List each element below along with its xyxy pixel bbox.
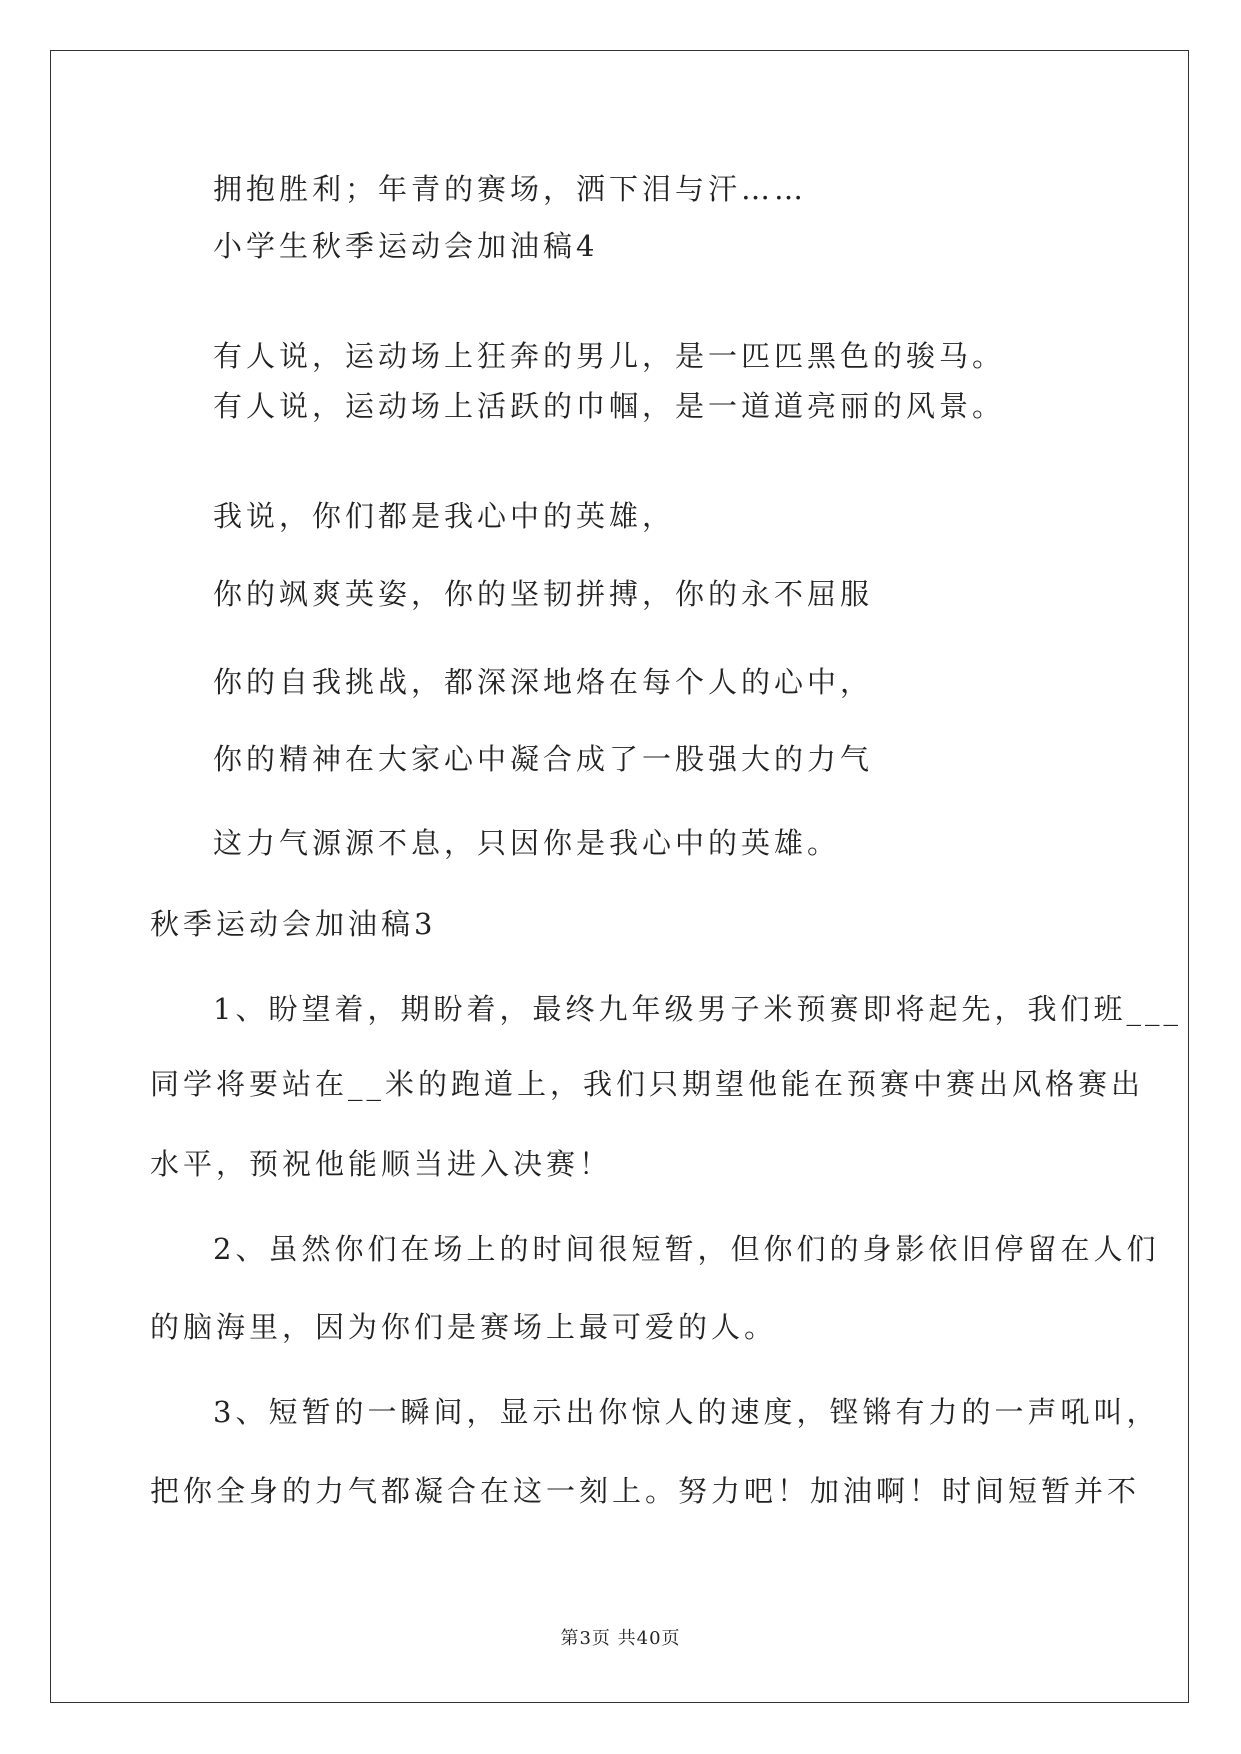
text-line-7: 你的自我挑战，都深深地烙在每个人的心中， (213, 665, 874, 699)
text-line-14: 2、虽然你们在场上的时间很短暂，但你们的身影依旧停留在人们 (213, 1232, 1160, 1266)
text-line-3: 有人说，运动场上狂奔的男儿，是一匹匹黑色的骏马。 (213, 339, 1006, 373)
page-footer: 第3页 共40页 (560, 1628, 681, 1649)
text-line-1: 拥抱胜利；年青的赛场，洒下泪与汗…… (213, 172, 808, 206)
text-line-17: 把你全身的力气都凝合在这一刻上。努力吧！加油啊！时间短暂并不 (150, 1474, 1141, 1508)
section-heading-3: 秋季运动会加油稿3 (150, 907, 437, 941)
text-line-5: 我说，你们都是我心中的英雄， (213, 499, 676, 533)
text-line-9: 这力气源源不息，只因你是我心中的英雄。 (213, 826, 841, 860)
text-line-15: 的脑海里，因为你们是赛场上最可爱的人。 (150, 1310, 778, 1344)
text-line-8: 你的精神在大家心中凝合成了一股强大的力气 (213, 742, 874, 776)
text-line-12: 同学将要站在__米的跑道上，我们只期望他能在预赛中赛出风格赛出 (150, 1067, 1145, 1101)
text-line-6: 你的飒爽英姿，你的坚韧拼搏，你的永不屈服 (213, 577, 874, 611)
text-line-4: 有人说，运动场上活跃的巾帼，是一道道亮丽的风景。 (213, 389, 1006, 423)
text-line-11: 1、盼望着，期盼着，最终九年级男子米预赛即将起先，我们班___ (213, 992, 1182, 1026)
page-frame (50, 50, 1189, 1703)
section-heading-4: 小学生秋季运动会加油稿4 (213, 229, 599, 263)
text-line-16: 3、短暂的一瞬间，显示出你惊人的速度，铿锵有力的一声吼叫， (213, 1395, 1160, 1429)
text-line-13: 水平，预祝他能顺当进入决赛！ (150, 1147, 613, 1181)
